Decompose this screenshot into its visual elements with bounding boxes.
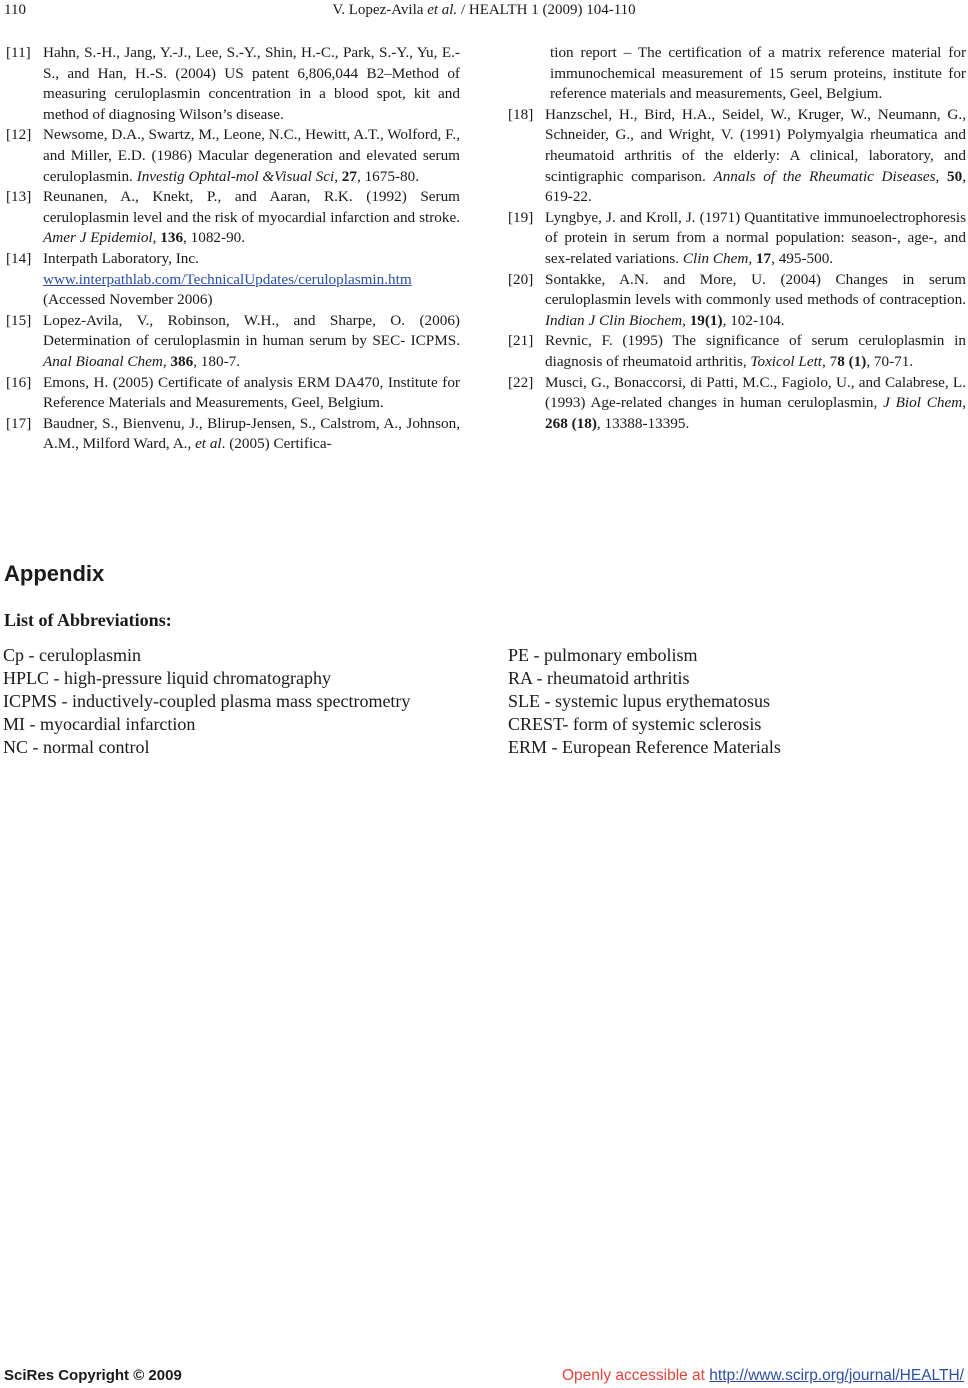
reference-text: Lopez-Avila, V., Robinson, W.H., and Sharpe, O. (2006) Determination of ceruloplasmin in human serum by SEC- ICPMS. bbox=[43, 311, 460, 350]
reference-12 bbox=[6, 125, 460, 187]
footer-access bbox=[562, 1367, 964, 1385]
reference-pages: , 70-71. bbox=[866, 352, 914, 370]
reference-journal: Amer J Epidemiol bbox=[43, 229, 153, 247]
reference-tail: . (2005) Certifica- bbox=[221, 435, 332, 453]
reference-number: [22] bbox=[508, 373, 534, 391]
reference-pages: , 495-500. bbox=[771, 249, 834, 267]
reference-number: [16] bbox=[6, 373, 32, 391]
reference-pages: , 180-7. bbox=[193, 352, 241, 370]
reference-text: Emons, H. (2005) Certificate of analysis ERM DA470, Institute for Reference Materials and Measurements, Geel, Belgium. bbox=[43, 373, 460, 412]
abbreviation-item: PE - pulmonary embolism bbox=[508, 645, 698, 665]
reference-pages: , 1082-90. bbox=[183, 229, 246, 247]
reference-text: Hahn, S.-H., Jang, Y.-J., Lee, S.-Y., Shin, H.-C., Park, S.-Y., Yu, E.-S., and Han, H.-S. (2004) US patent 6,806,044 B2–Method of measuring ceruloplasmin concentration in a blood spot, kit and method of diagnosing Wilson’s disease. bbox=[43, 44, 460, 123]
reference-21 bbox=[508, 331, 966, 372]
reference-text: Revnic, F. (1995) The significance of serum ceruloplasmin in diagnosis of rheumatoid arthritis, bbox=[545, 332, 966, 370]
reference-text: Sontakke, A.N. and More, U. (2004) Changes in serum ceruloplasmin levels with commonly used methods of contraception. bbox=[545, 270, 966, 309]
abbreviations-left-column bbox=[3, 644, 410, 759]
reference-number: [19] bbox=[508, 208, 534, 226]
reference-text: Baudner, S., Bienvenu, J., Blirup-Jensen, S., Calstrom, A., Johnson, A.M., Milford Ward, A., bbox=[43, 414, 460, 453]
reference-volume: 386 bbox=[170, 352, 194, 370]
reference-journal: Investig Ophtal-mol &Visual Sci bbox=[136, 167, 335, 185]
reference-separator: , 7 bbox=[822, 352, 838, 370]
reference-volume: 268 (18) bbox=[545, 414, 597, 432]
reference-number: [21] bbox=[508, 332, 534, 350]
reference-volume: 136 bbox=[160, 229, 184, 247]
abbreviations-right-column bbox=[508, 644, 781, 759]
reference-pages: , 619-22. bbox=[545, 167, 967, 206]
abbreviations-heading: List of Abbreviations: bbox=[4, 610, 172, 630]
reference-17 bbox=[6, 414, 460, 455]
reference-16 bbox=[6, 373, 460, 414]
references-left-column bbox=[6, 43, 460, 455]
reference-number: [14] bbox=[6, 249, 32, 267]
reference-volume: 17 bbox=[755, 249, 772, 267]
reference-separator: , bbox=[162, 352, 171, 370]
reference-number: [15] bbox=[6, 311, 32, 329]
abbreviation-item: CREST- form of systemic sclerosis bbox=[508, 714, 762, 734]
reference-journal: et al bbox=[195, 435, 222, 453]
running-header bbox=[0, 2, 968, 19]
reference-14 bbox=[6, 249, 460, 311]
abbreviation-item: ICPMS - inductively-coupled plasma mass spectrometry bbox=[3, 691, 411, 711]
reference-journal: Clin Chem bbox=[682, 249, 749, 267]
reference-15 bbox=[6, 311, 460, 373]
reference-volume: 27 bbox=[341, 167, 357, 185]
reference-separator: , bbox=[334, 167, 342, 185]
reference-18 bbox=[508, 105, 966, 208]
abbreviation-item: ERM - European Reference Materials bbox=[508, 737, 781, 757]
footer-access-text: Openly accessible at bbox=[561, 1367, 710, 1384]
header-et-al: et al. bbox=[427, 2, 458, 18]
reference-separator: , bbox=[962, 394, 966, 412]
reference-separator: , bbox=[152, 229, 161, 247]
reference-separator: , bbox=[748, 249, 756, 267]
page-number: 110 bbox=[4, 2, 26, 18]
reference-number: [20] bbox=[508, 270, 534, 288]
reference-journal: Anal Bioanal Chem bbox=[43, 352, 163, 370]
reference-number: [12] bbox=[6, 126, 32, 144]
reference-journal: Indian J Clin Biochem bbox=[545, 311, 683, 329]
abbreviation-item: HPLC - high-pressure liquid chromatography bbox=[3, 668, 331, 688]
reference-number: [18] bbox=[508, 105, 534, 123]
reference-number: [11] bbox=[6, 44, 31, 61]
reference-volume: 50 bbox=[947, 167, 963, 185]
reference-journal: Annals of the Rheumatic Diseases, bbox=[713, 167, 940, 185]
reference-journal: J Biol Chem bbox=[883, 394, 963, 412]
reference-number: [17] bbox=[6, 414, 32, 432]
reference-volume: 8 (1) bbox=[837, 352, 867, 370]
reference-text: Reunanen, A., Knekt, P., and Aaran, R.K. (1992) Serum ceruloplasmin level and the risk of myocardial infarction and stroke. bbox=[43, 188, 460, 226]
reference-journal: Toxicol Lett bbox=[750, 352, 823, 370]
reference-note: (Accessed November 2006) bbox=[43, 291, 213, 309]
reference-volume: 19(1) bbox=[689, 311, 723, 329]
reference-20 bbox=[508, 270, 966, 332]
reference-pages: , 102-104. bbox=[722, 311, 785, 329]
reference-11 bbox=[6, 43, 460, 125]
footer-copyright: SciRes Copyright © 2009 bbox=[4, 1367, 182, 1384]
reference-22 bbox=[508, 373, 966, 435]
reference-separator: , bbox=[682, 311, 690, 329]
reference-text: Hanzschel, H., Bird, H.A., Seidel, W., Kruger, W., Neumann, G., Schneider, G., and Wright, V. (1991) Polymyalgia rheumatica and rheumatoid arthritis of the elderly: A clinical, laboratory, and scintigraphic comparison. bbox=[545, 105, 966, 185]
reference-text: Musci, G., Bonaccorsi, di Patti, M.C., Fagiolo, U., and Calabrese, L. (1993) Age-related changes in human ceruloplasmin, bbox=[545, 373, 966, 412]
reference-19 bbox=[508, 208, 966, 270]
header-journal: / HEALTH 1 (2009) 104-110 bbox=[460, 2, 636, 18]
reference-link[interactable]: www.interpathlab.com/TechnicalUpdates/ceruloplasmin.htm bbox=[43, 270, 412, 288]
abbreviation-item: RA - rheumatoid arthritis bbox=[508, 668, 690, 688]
reference-pages: , 13388-13395. bbox=[596, 414, 690, 432]
abbreviation-item: NC - normal control bbox=[3, 737, 150, 757]
header-authors: V. Lopez-Avila bbox=[332, 2, 424, 18]
abbreviation-item: SLE - systemic lupus erythematosus bbox=[508, 691, 770, 711]
appendix-heading: Appendix bbox=[4, 561, 105, 586]
references-right-column bbox=[508, 43, 966, 434]
reference-number: [13] bbox=[6, 188, 32, 206]
abbreviation-item: Cp - ceruloplasmin bbox=[3, 645, 141, 665]
reference-text: Lyngbye, J. and Kroll, J. (1971) Quantitative immunoelectrophoresis of protein in serum from a normal population: season-, age-, and sex-related variations. bbox=[545, 208, 966, 267]
abbreviation-item: MI - myocardial infarction bbox=[3, 714, 196, 734]
reference-text: Newsome, D.A., Swartz, M., Leone, N.C., Hewitt, A.T., Wolford, F., and Miller, E.D. (1986) Macular degeneration and elevated serum ceruloplasmin. bbox=[43, 126, 460, 185]
reference-separator bbox=[939, 168, 947, 185]
reference-pages: , 1675-80. bbox=[356, 167, 419, 185]
reference-17-continuation: tion report – The certification of a matrix reference material for immunochemical measurement of 15 serum proteins, institute for reference materials and measurements, Geel, Belgium. bbox=[550, 44, 966, 103]
reference-13 bbox=[6, 187, 460, 249]
footer-journal-link[interactable]: http://www.scirp.org/journal/HEALTH/ bbox=[709, 1367, 964, 1384]
reference-text: Interpath Laboratory, Inc. bbox=[43, 249, 199, 267]
